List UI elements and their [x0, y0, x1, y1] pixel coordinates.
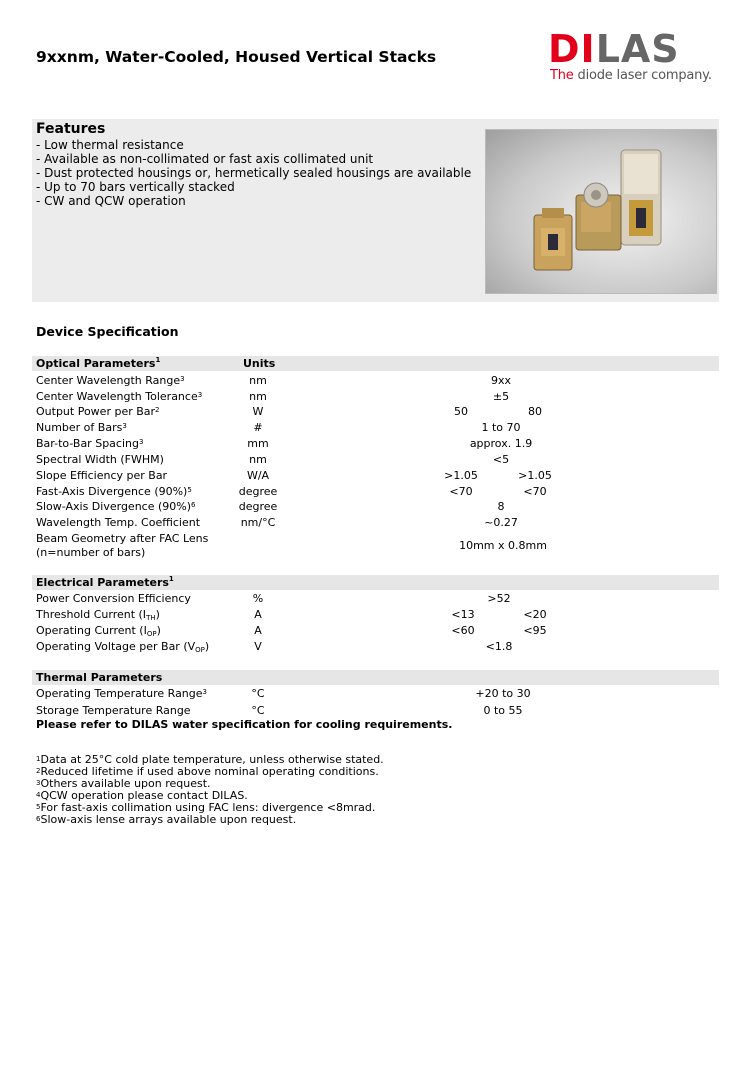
- footnote: $^5$For fast-axis collimation using FAC lens: divergence <8mrad.: [36, 801, 376, 814]
- electrical-parameters-header: Electrical Parameters$^1$: [32, 575, 719, 590]
- table-row: Operating Voltage per Bar $(V_{OP})$ V <1.8: [36, 640, 513, 654]
- feature-item: - Up to 70 bars vertically stacked: [36, 180, 235, 194]
- table-row: Threshold Current $(I_{TH})$ A <13 <20: [36, 608, 547, 622]
- feature-item: - Available as non-collimated or fast axis collimated unit: [36, 152, 374, 166]
- footnote: $^2$Reduced lifetime if used above nominal operating conditions.: [36, 765, 379, 778]
- features-panel: [32, 119, 719, 302]
- units-header: Units: [243, 357, 276, 370]
- table-row: Output Power per Bar$^2$ W 50 80: [36, 405, 542, 418]
- table-row: Storage Temperature Range °C 0 to 55: [36, 704, 523, 717]
- feature-item: - Low thermal resistance: [36, 138, 184, 152]
- table-row: Slow-Axis Divergence $(90\%)^6$ degree 8: [36, 500, 505, 513]
- page-title: 9xxnm, Water-Cooled, Housed Vertical Stacks: [36, 48, 437, 66]
- laser-stack-illustration: [486, 130, 716, 293]
- feature-item: - Dust protected housings or, hermetically sealed housings are available: [36, 166, 472, 180]
- footnote: $^1$Data at 25°C cold plate temperature, unless otherwise stated.: [36, 753, 384, 766]
- table-row: Center Wavelength Range$^3$ nm 9xx: [36, 374, 512, 387]
- table-row: Number of Bars$^3$ # 1 to 70: [36, 421, 521, 434]
- footnote: $^4$QCW operation please contact DILAS.: [36, 789, 248, 802]
- cooling-requirements-note: Please refer to DILAS water specification for cooling requirements.: [36, 718, 453, 731]
- table-row: Fast-Axis Divergence $(90\%)^5$ degree <70 <70: [36, 485, 547, 498]
- table-row: Center Wavelength Tolerance$^3$ nm ±5: [36, 390, 510, 403]
- footnotes: [36, 754, 384, 826]
- dilas-logo: DILAS The diode laser company.: [548, 27, 712, 83]
- table-row: Operating Current $(I_{OP})$ A <60 <95: [36, 624, 547, 638]
- table-row: Spectral Width (FWHM) nm <5: [36, 453, 510, 466]
- table-row: Slope Efficiency per Bar W/A >1.05 >1.05: [36, 469, 552, 482]
- thermal-parameters-header: Thermal Parameters: [32, 670, 719, 685]
- table-row: Wavelength Temp. Coefficient nm/°C ~0.27: [36, 516, 518, 529]
- footnote: $^3$Others available upon request.: [36, 777, 211, 790]
- table-row: Bar-to-Bar Spacing$^3$ mm approx. 1.9: [36, 437, 533, 450]
- features-list: [36, 138, 471, 208]
- product-photo: [485, 129, 717, 294]
- device-spec-heading: Device Specification: [36, 324, 179, 339]
- optical-parameters-header: Optical Parameters$^1$ Units: [32, 356, 719, 371]
- table-row: Power Conversion Efficiency % >52: [36, 592, 511, 605]
- features-heading: Features: [36, 121, 106, 137]
- table-row: Beam Geometry after FAC Lens (n=number of bars) 10mm x 0.8mm: [36, 532, 547, 559]
- feature-item: - CW and QCW operation: [36, 194, 186, 208]
- table-row: Operating Temperature Range$^3$ °C +20 to 30: [36, 687, 531, 700]
- footnote: $^6$Slow-axis lense arrays available upon request.: [36, 813, 297, 826]
